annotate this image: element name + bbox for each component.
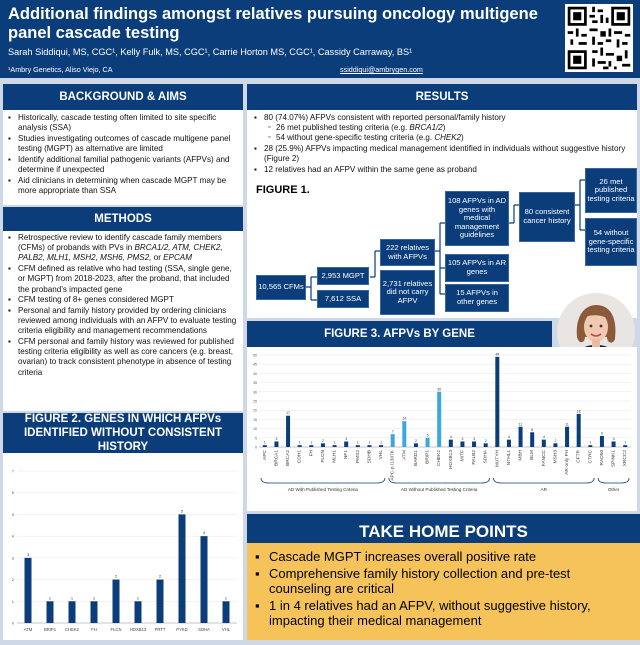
- data-label: 1: [589, 440, 592, 445]
- x-tick-label: PYKD: [176, 627, 188, 632]
- results-heading: RESULTS: [247, 84, 637, 110]
- x-tick-label: MITF: [460, 450, 466, 462]
- bar: [530, 432, 534, 447]
- bar: [356, 445, 360, 447]
- take-home-heading: TAKE HOME POINTS: [247, 514, 640, 550]
- background-panel: [3, 110, 243, 205]
- flow-box-ar: 105 AFPVs in AR genes: [445, 254, 509, 282]
- flow-box-ad: 108 AFPVs in AD genes with medical management guidelines: [445, 191, 509, 246]
- y-tick-label: 5: [11, 511, 14, 517]
- x-tick-label: CTRC: [588, 450, 594, 464]
- bar: [449, 440, 453, 447]
- data-label: 5: [180, 508, 184, 514]
- flow-box-met: 26 met published testing criteria: [585, 168, 637, 213]
- bar: [135, 601, 142, 623]
- results-item: ▪ 80 (74.07%) AFPVs consistent with reported personal/family history ▫ 26 met published testing criteria (e.g. BRCA1/2) ▫ 54 without gene-specific testing criteria (e.g. CHEK2): [254, 113, 632, 144]
- x-tick-label: BRCA1: [274, 450, 280, 466]
- x-tick-label: XRCC2: [623, 450, 629, 467]
- y-tick-label: 5: [255, 436, 257, 441]
- group-label: AD Without Published Testing Criteria: [400, 487, 478, 492]
- take-home-item: ▪ Cascade MGPT increases overall positive rate: [255, 549, 634, 564]
- data-label: 1: [356, 440, 359, 445]
- x-tick-label: FH: [91, 627, 97, 632]
- bar: [157, 580, 164, 623]
- data-label: 3: [26, 551, 30, 557]
- x-tick-label: NTHL1: [506, 450, 512, 466]
- flow-box-other: 15 AFPVs in other genes: [445, 284, 509, 312]
- x-tick-label: CFTR: [576, 450, 582, 463]
- flow-box-with-afpv: 222 relatives with AFPVs: [380, 239, 435, 266]
- data-label: 49: [495, 352, 500, 357]
- x-tick-label: SDHB: [367, 450, 373, 464]
- results-subitem: ▫ 26 met published testing criteria (e.g. BRCA1/2): [264, 123, 632, 133]
- poster-title: Additional findings amongst relatives pursuing oncology multigene panel cascade testing: [8, 5, 538, 42]
- bar: [623, 445, 627, 447]
- data-label: 2: [554, 438, 557, 443]
- group-bracket: [494, 478, 595, 483]
- data-label: 5: [426, 433, 429, 438]
- background-item: ▪ Studies investigating outcomes of cascade multigene panel testing (MGPT) as alternative are limited: [8, 134, 238, 154]
- flow-box-cfms: 10,565 CFMs: [256, 275, 306, 300]
- take-home-item: ▪ Comprehensive family history collection and pre-test counseling are critical: [255, 566, 634, 596]
- x-tick-label: CHEK2: [65, 627, 79, 632]
- bar: [612, 441, 616, 447]
- bar: [519, 427, 523, 447]
- data-label: 8: [531, 427, 534, 432]
- bar: [437, 392, 441, 447]
- data-label: 6: [600, 431, 603, 436]
- data-label: 1: [48, 595, 52, 601]
- data-label: 30: [437, 387, 442, 392]
- group-label: AR: [540, 487, 548, 492]
- group-label: Other: [607, 487, 620, 492]
- y-tick-label: 45: [253, 362, 257, 367]
- bar: [600, 436, 604, 447]
- qr-code[interactable]: [565, 4, 633, 72]
- data-label: 1: [333, 440, 336, 445]
- bar: [25, 558, 32, 623]
- x-tick-label: FH: [309, 450, 315, 457]
- x-tick-label: HOXB13: [448, 450, 454, 469]
- methods-item: ▪ CFM personal and family history was reviewed for published testing criteria eligibility as well as core cancers (e.g. breast, ovarian) to track consistent phenotype in absence of testing criteria: [8, 337, 238, 378]
- y-tick-label: 35: [253, 381, 257, 386]
- data-label: 4: [542, 435, 545, 440]
- data-label: 1: [136, 595, 140, 601]
- data-label: 11: [518, 422, 523, 427]
- x-tick-label: VHL: [379, 450, 385, 460]
- figure3-chart: [247, 347, 637, 511]
- y-tick-label: 1: [11, 598, 14, 604]
- bar: [344, 441, 348, 447]
- data-label: 18: [576, 409, 581, 414]
- data-label: 1: [263, 440, 266, 445]
- data-label: 1: [380, 440, 383, 445]
- x-tick-label: ATM: [402, 450, 408, 460]
- y-tick-label: 40: [253, 371, 257, 376]
- data-label: 1: [92, 595, 96, 601]
- y-tick-label: 4: [11, 533, 14, 539]
- bar: [426, 438, 430, 447]
- bar: [201, 536, 208, 623]
- figure2-chart: [3, 453, 243, 640]
- methods-item: ▪ Retrospective review to identify cascade family members (CFMs) of probands with PVs in BRCA1/2, ATM, CHEK2, PALB2, MLH1, MSH2, MSH6, PMS2, or EPCAM: [8, 233, 238, 264]
- qr-code-icon: [565, 4, 633, 72]
- x-tick-label: MLH1: [332, 450, 338, 463]
- data-label: 1: [70, 595, 74, 601]
- group-bracket: [261, 478, 385, 483]
- bar: [379, 445, 383, 447]
- take-home-panel: [247, 543, 640, 640]
- x-tick-label: PMS2: [355, 450, 361, 464]
- group-bracket: [598, 478, 629, 483]
- flow-box-ssa: 7,612 SSA: [317, 290, 369, 308]
- background-item: ▪ Historically, cascade testing often limited to site specific analysis (SSA): [8, 113, 238, 133]
- y-tick-label: 10: [253, 427, 257, 432]
- methods-item: ▪ CFM defined as relative who had testing (SSA, single gene, or MGPT) from 2018-2023, after the proband, that included the proband’s impacted gene: [8, 264, 238, 295]
- x-tick-label: PALB2: [472, 450, 478, 465]
- bar: [507, 440, 511, 447]
- bar: [91, 601, 98, 623]
- bar: [460, 441, 464, 447]
- data-label: 3: [473, 436, 476, 441]
- y-tick-label: 0: [255, 445, 257, 450]
- x-tick-label: VHL: [221, 627, 231, 632]
- x-tick-label: APC: [262, 450, 268, 460]
- x-tick-label: CHEK2: [437, 450, 443, 466]
- bar: [542, 440, 546, 447]
- bar: [414, 443, 418, 447]
- bar: [402, 421, 406, 447]
- bar: [565, 427, 569, 447]
- bar: [472, 441, 476, 447]
- flow-box-without-afpv: 2,731 relatives did not carry AFPV: [380, 270, 435, 315]
- bar: [495, 357, 499, 447]
- data-label: 1: [298, 440, 301, 445]
- x-tick-label: BARD1: [413, 450, 419, 466]
- flow-box-mgpt: 2,953 MGPT: [317, 267, 369, 285]
- data-label: 4: [507, 435, 510, 440]
- data-label: 14: [402, 416, 407, 421]
- bar: [484, 443, 488, 447]
- background-item: ▪ Identify additional familial pathogenic variants (AFPVs) and determine if unexpected: [8, 155, 238, 175]
- methods-heading: METHODS: [3, 207, 243, 231]
- methods-list: [8, 233, 238, 378]
- background-item: ▪ Aid clinicians in determining when cascade MGPT may be more appropriate than SSA: [8, 176, 238, 196]
- data-label: 2: [114, 573, 118, 579]
- figure2-panel: [3, 453, 243, 640]
- flow-box-without-specific: 54 without gene-specific testing criteria: [585, 218, 637, 266]
- data-label: 1: [624, 440, 627, 445]
- email-link[interactable]: ssiddiqui@ambrygen.com: [340, 65, 423, 74]
- x-tick-label: BRCA2: [286, 450, 292, 466]
- x-tick-label: FLCN: [110, 627, 122, 632]
- y-tick-label: 2: [11, 577, 14, 583]
- bar: [321, 443, 325, 447]
- data-label: 3: [275, 436, 278, 441]
- x-tick-label: RAD50: [599, 450, 605, 466]
- y-tick-label: 6: [11, 490, 14, 496]
- results-item: ▪ 12 relatives had an AFPV within the same gene as proband: [254, 165, 632, 175]
- x-tick-label: SDHA: [198, 627, 210, 632]
- bar: [113, 580, 120, 623]
- data-label: 3: [345, 436, 348, 441]
- bar: [333, 445, 337, 447]
- x-tick-label: BRIP1: [425, 450, 431, 464]
- background-list: [8, 113, 238, 196]
- figure3-heading: FIGURE 3. AFPVs BY GENE: [247, 321, 552, 347]
- background-heading: BACKGROUND & AIMS: [3, 84, 243, 110]
- x-tick-label: CDH1: [297, 450, 303, 464]
- data-label: 4: [449, 435, 452, 440]
- data-label: 3: [612, 436, 615, 441]
- y-tick-label: 25: [253, 399, 257, 404]
- bar: [367, 445, 371, 447]
- x-tick-label: AR-only FH: [565, 450, 571, 475]
- y-tick-label: 20: [253, 408, 257, 413]
- affiliation: ¹Ambry Genetics, Aliso Viejo, CA: [8, 65, 113, 74]
- y-tick-label: 15: [253, 417, 257, 422]
- data-label: 1: [310, 440, 313, 445]
- x-tick-label: BLM: [530, 450, 536, 460]
- authors: Sarah Siddiqui, MS, CGC¹, Kelly Fulk, MS, CGC¹, Carrie Horton MS, CGC¹, Cassidy Carraway, BS¹: [8, 47, 413, 57]
- results-subitem: ▫ 54 without gene-specific testing criteria (e.g. CHEK2): [264, 133, 632, 143]
- poster-header: [0, 0, 640, 78]
- data-label: 1: [368, 440, 371, 445]
- flow-box-consistent: 80 consistent cancer history: [519, 192, 575, 242]
- x-tick-label: SPINK1: [611, 450, 617, 468]
- group-bracket: [389, 478, 490, 483]
- take-home-list: [247, 543, 640, 628]
- data-label: 11: [565, 422, 569, 427]
- x-tick-label: APC-p.I1307K: [390, 450, 396, 481]
- x-tick-label: SDHA: [483, 450, 489, 464]
- bar: [274, 441, 278, 447]
- take-home-item: ▪ 1 in 4 relatives had an AFPV, without suggestive history, impacting their medical management: [255, 598, 634, 628]
- data-label: 17: [286, 411, 291, 416]
- bar: [309, 445, 313, 447]
- figure2-heading: FIGURE 2. GENES IN WHICH AFPVs IDENTIFIED WITHOUT CONSISTENT HISTORY: [3, 413, 243, 453]
- y-tick-label: 0: [11, 620, 14, 626]
- data-label: 2: [321, 438, 324, 443]
- x-tick-label: MSH3: [553, 450, 559, 464]
- y-tick-label: 30: [253, 390, 257, 395]
- figure3-panel: [247, 347, 637, 511]
- bar: [286, 416, 290, 447]
- x-tick-label: FANCC: [541, 450, 547, 467]
- x-tick-label: MBH: [518, 450, 524, 461]
- gene-list: BRCA1/2, ATM, CHEK2, PALB2, MLH1, MSH2, MSH6, PMS2,: [18, 243, 223, 263]
- bar: [69, 601, 76, 623]
- methods-item: ▪ CFM testing of 8+ genes considered MGPT: [8, 295, 238, 305]
- x-tick-label: HOXB13: [129, 627, 147, 632]
- y-tick-label: 7: [11, 468, 14, 474]
- methods-panel: [3, 231, 243, 411]
- data-label: 3: [461, 436, 464, 441]
- data-label: 2: [484, 438, 487, 443]
- data-label: 1: [224, 595, 228, 601]
- data-label: 4: [202, 530, 206, 536]
- bar: [223, 601, 230, 623]
- bar: [391, 434, 395, 447]
- bar: [47, 601, 54, 623]
- data-label: 7: [391, 429, 394, 434]
- results-item: ▪ 28 (25.9%) AFPVs impacting medical management identified in individuals without suggestive history (Figure 2): [254, 144, 632, 164]
- x-tick-label: NF1: [344, 450, 350, 460]
- x-tick-label: ATM: [23, 627, 33, 632]
- figure1-label: FIGURE 1.: [256, 184, 310, 196]
- x-tick-label: PRTT: [154, 627, 166, 632]
- bar: [298, 445, 302, 447]
- x-tick-label: FLCN: [320, 450, 326, 463]
- group-label: AD With Published Testing Criteria: [287, 487, 359, 492]
- x-tick-label: BRIP1: [43, 627, 57, 632]
- bar: [553, 443, 557, 447]
- y-tick-label: 3: [11, 555, 14, 561]
- bar: [577, 414, 581, 447]
- bar: [263, 445, 267, 447]
- data-label: 2: [158, 573, 162, 579]
- y-tick-label: 50: [253, 353, 257, 358]
- x-tick-label: MUTYH: [495, 450, 501, 468]
- methods-item: ▪ Personal and family history provided by ordering clinicians reviewed among individuals with an AFPV to evaluate testing criteria eligibility and management recommendations: [8, 306, 238, 337]
- data-label: 2: [414, 438, 417, 443]
- bar: [179, 514, 186, 623]
- bar: [588, 445, 592, 447]
